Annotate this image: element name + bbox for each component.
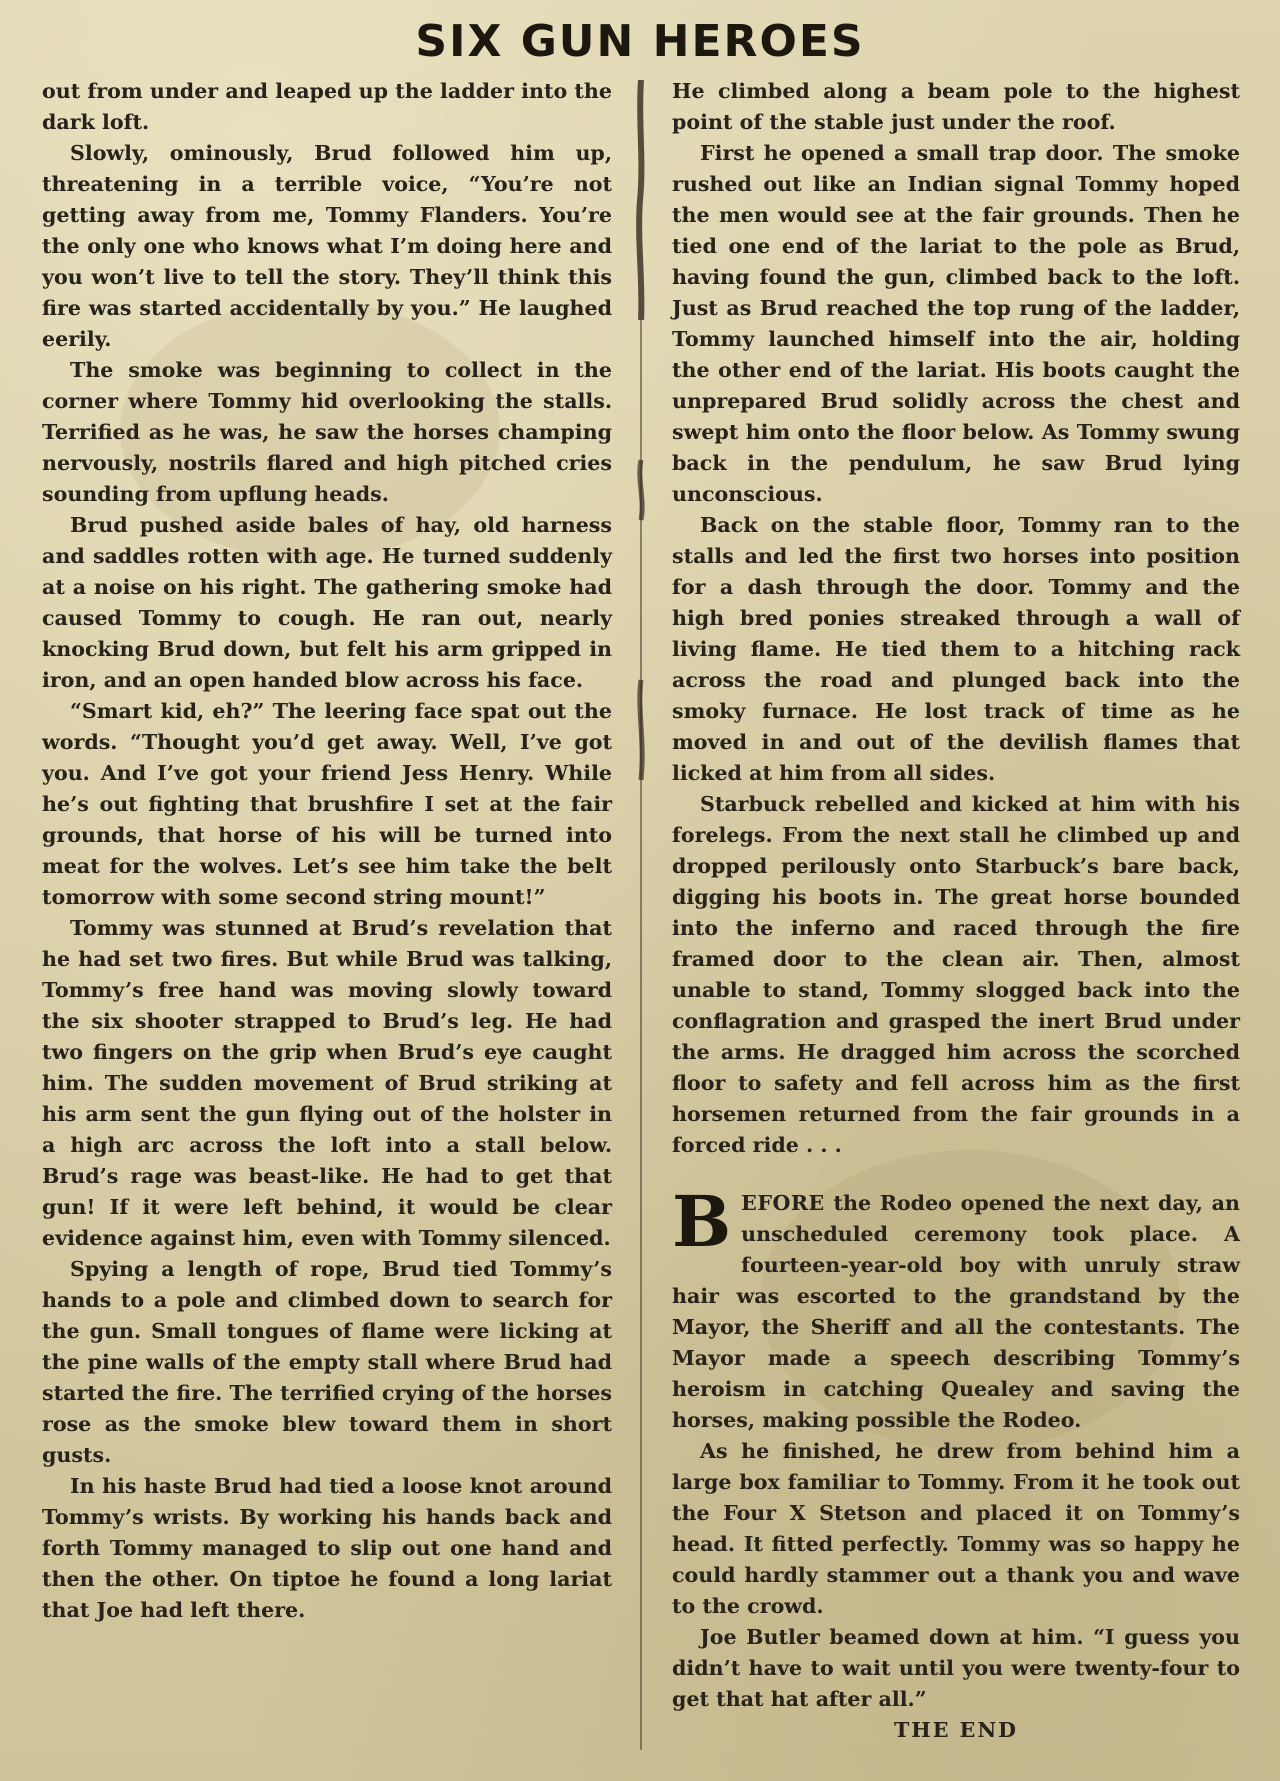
drop-cap: B bbox=[672, 1180, 732, 1263]
left-column bbox=[42, 76, 612, 1626]
story-paragraph: Slowly, ominously, Brud followed him up, threatening in a terrible voice, “You’re not getting away from me, Tommy Flanders. You’re the only one who knows what I’m doing here and you won’t live to tell the story. They’ll think this fire was started accidentally by you.” He laughed eerily. bbox=[42, 141, 612, 351]
the-end-label: THE END bbox=[893, 1718, 1019, 1742]
column-divider bbox=[634, 80, 648, 1750]
story-paragraph: “Smart kid, eh?” The leering face spat out the words. “Thought you’d get away. Well, I’ve got you. And I’ve got your friend Jess Henry. While he’s out fighting that brushfire I set at the fair grounds, that horse of his will be turned into meat for the wolves. Let’s see him take the belt tomorrow with some second string mount!” bbox=[42, 699, 612, 909]
story-paragraph: out from under and leaped up the ladder into the dark loft. bbox=[42, 79, 612, 134]
drop-cap-lead: EFORE bbox=[741, 1191, 825, 1215]
story-paragraph: First he opened a small trap door. The smoke rushed out like an Indian signal Tommy hoped the men would see at the fair grounds. Then he tied one end of the lariat to the pole as Brud, having found the gun, climbed back to the loft. Just as Brud reached the top rung of the ladder, Tommy launched himself into the air, holding the other end of the lariat. His boots caught the unprepared Brud solidly across the chest and swept him onto the floor below. As Tommy swung back in the pendulum, he saw Brud lying unconscious. bbox=[672, 141, 1240, 506]
section-break bbox=[672, 1161, 1240, 1188]
story-paragraph: He climbed along a beam pole to the highest point of the stable just under the roof. bbox=[672, 79, 1240, 134]
story-paragraph: Back on the stable floor, Tommy ran to the stalls and led the first two horses into position for a dash through the door. Tommy and the high bred ponies streaked through a wall of living flame. He tied them to a hitching rack across the road and plunged back into the smoky furnace. He lost track of time as he moved in and out of the devilish flames that licked at him from all sides. bbox=[672, 513, 1240, 785]
page-title: SIX GUN HEROES bbox=[415, 16, 865, 67]
story-paragraph: Brud pushed aside bales of hay, old harness and saddles rotten with age. He turned suddenly at a noise on his right. The gathering smoke had caused Tommy to cough. He ran out, nearly knocking Brud down, but felt his arm gripped in iron, and an open handed blow across his face. bbox=[42, 513, 612, 692]
story-paragraph: Tommy was stunned at Brud’s revelation that he had set two fires. But while Brud was talking, Tommy’s free hand was moving slowly toward the six shooter strapped to Brud’s leg. He had two fingers on the grip when Brud’s eye caught him. The sudden movement of Brud striking at his arm sent the gun flying out of the holster in a high arc across the loft into a stall below. Brud’s rage was beast-like. He had to get that gun! If it were left behind, it would be clear evidence against him, even with Tommy silenced. bbox=[42, 916, 612, 1250]
story-paragraph: In his haste Brud had tied a loose knot around Tommy’s wrists. By working his hands back and forth Tommy managed to slip out one hand and then the other. On tiptoe he found a long lariat that Joe had left there. bbox=[42, 1474, 612, 1622]
story-paragraph: Joe Butler beamed down at him. “I guess you didn’t have to wait until you were twenty-four to get that hat after all.” bbox=[672, 1625, 1240, 1711]
epilogue-text: the Rodeo opened the next day, an unscheduled ceremony took place. A fourteen-year-old boy with unruly straw hair was escorted to the grandstand by the Mayor, the Sheriff and all the contestants. The Mayor made a speech describing Tommy’s heroism in catching Quealey and saving the horses, making possible the Rodeo. bbox=[672, 1191, 1240, 1432]
story-paragraph: Starbuck rebelled and kicked at him with his forelegs. From the next stall he climbed up and dropped perilously onto Starbuck’s bare back, digging his boots in. The great horse bounded into the inferno and raced through the fire framed door to the clean air. Then, almost unable to stand, Tommy slogged back into the conflagration and grasped the inert Brud under the arms. He dragged him across the scorched floor to safety and fell across him as the first horsemen returned from the fair grounds in a forced ride . . . bbox=[672, 792, 1240, 1157]
story-paragraph: The smoke was beginning to collect in the corner where Tommy hid overlooking the stalls. Terrified as he was, he saw the horses champing nervously, nostrils flared and high pitched cries sounding from upflung heads. bbox=[42, 358, 612, 506]
story-paragraph: Spying a length of rope, Brud tied Tommy’s hands to a pole and climbed down to search for the gun. Small tongues of flame were licking at the pine walls of the empty stall where Brud had started the fire. The terrified crying of the horses rose as the smoke blew toward them in short gusts. bbox=[42, 1257, 612, 1467]
right-column bbox=[672, 76, 1240, 1746]
epilogue-first-paragraph bbox=[672, 1180, 1240, 1436]
story-paragraph: As he finished, he drew from behind him a large box familiar to Tommy. From it he took out the Four X Stetson and placed it on Tommy’s head. It fitted perfectly. Tommy was so happy he could hardly stammer out a thank you and wave to the crowd. bbox=[672, 1439, 1240, 1618]
